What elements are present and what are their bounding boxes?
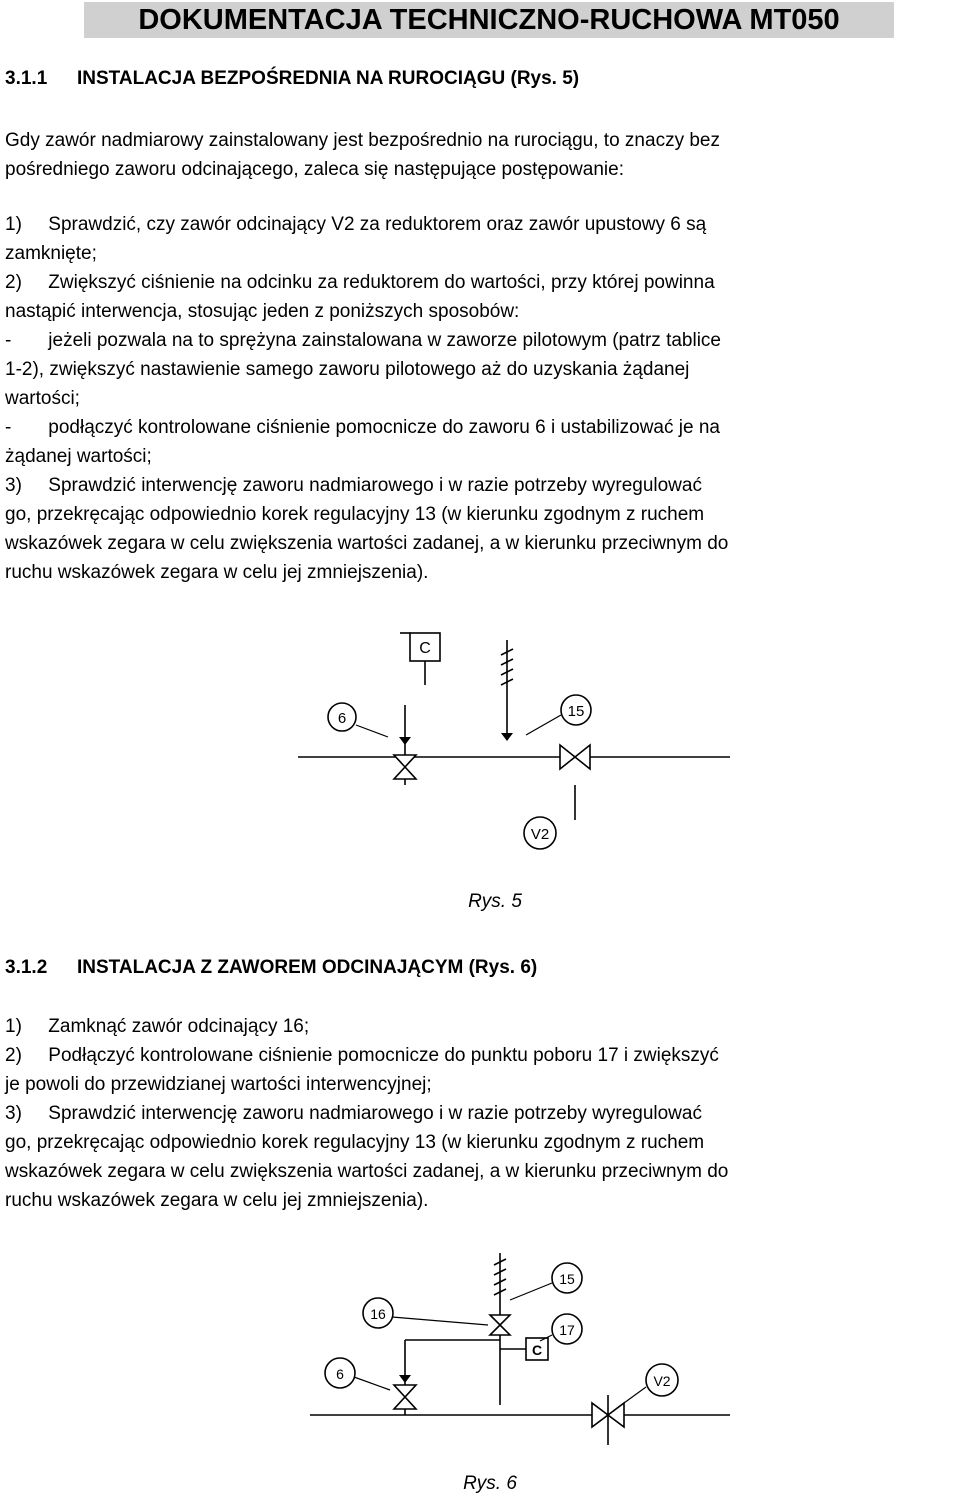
figure-rys-5 — [270, 615, 730, 920]
text-line: 1) Zamknąć zawór odcinający 16; — [5, 1016, 310, 1037]
figure-caption: Rys. 6 — [463, 1473, 517, 1494]
text-line: ruchu wskazówek zegara w celu jej zmniejszenia). — [5, 562, 429, 583]
text-line: 2) Podłączyć kontrolowane ciśnienie pomocnicze do punktu poboru 17 i zwiększyć — [5, 1045, 719, 1066]
text-line: wartości; — [5, 388, 80, 409]
text-line: pośredniego zaworu odcinającego, zaleca się następujące postępowanie: — [5, 159, 624, 180]
section-heading-3-1-2 — [5, 957, 537, 979]
schematic-rys-5 — [270, 615, 730, 920]
text-line: 3) Sprawdzić interwencję zaworu nadmiarowego i w razie potrzeby wyregulować — [5, 1103, 702, 1124]
label-v2: V2 — [530, 826, 550, 843]
label-c: C — [531, 1342, 543, 1358]
label-6: 6 — [337, 710, 347, 727]
section-number: 3.1.2 — [5, 957, 48, 978]
text-line: 1) Sprawdzić, czy zawór odcinający V2 za reduktorem oraz zawór upustowy 6 są — [5, 214, 707, 235]
text-line: 3) Sprawdzić interwencję zaworu nadmiarowego i w razie potrzeby wyregulować — [5, 475, 702, 496]
text-line: - jeżeli pozwala na to sprężyna zainstalowana w zaworze pilotowym (patrz tablice — [5, 330, 721, 351]
text-line: 2) Zwiększyć ciśnienie na odcinku za reduktorem do wartości, przy której powinna — [5, 272, 715, 293]
label-16: 16 — [370, 1306, 386, 1322]
text-line: 1-2), zwiększyć nastawienie samego zaworu pilotowego aż do uzyskania żądanej — [5, 359, 690, 380]
section-title: INSTALACJA BEZPOŚREDNIA NA RUROCIĄGU (Rys. 5) — [77, 68, 580, 89]
text-line: zamknięte; — [5, 243, 97, 264]
section-title: INSTALACJA Z ZAWOREM ODCINAJĄCYM (Rys. 6) — [77, 957, 538, 978]
intro-paragraph — [5, 126, 960, 184]
text-line: go, przekręcając odpowiednio korek regulacyjny 13 (w kierunku zgodnym z ruchem — [5, 1132, 705, 1153]
text-line: ruchu wskazówek zegara w celu jej zmniejszenia). — [5, 1190, 429, 1211]
section-number: 3.1.1 — [5, 68, 48, 89]
text-line: - podłączyć kontrolowane ciśnienie pomocnicze do zaworu 6 i ustabilizować je na — [5, 417, 720, 438]
label-17: 17 — [559, 1322, 575, 1338]
label-15: 15 — [559, 1271, 575, 1287]
schematic-rys-6 — [290, 1245, 730, 1501]
procedure-steps-2 — [5, 1012, 960, 1215]
figure-rys-6 — [290, 1245, 730, 1501]
text-line: żądanej wartości; — [5, 446, 152, 467]
text-line: wskazówek zegara w celu zwiększenia wartości zadanej, a w kierunku przeciwnym do — [5, 1161, 729, 1182]
text-line: Gdy zawór nadmiarowy zainstalowany jest bezpośrednio na rurociągu, to znaczy bez — [5, 130, 720, 151]
text-line: je powoli do przewidzianej wartości interwencyjnej; — [5, 1074, 432, 1095]
procedure-steps-1 — [5, 210, 960, 587]
text-line: go, przekręcając odpowiednio korek regulacyjny 13 (w kierunku zgodnym z ruchem — [5, 504, 705, 525]
text-line: nastąpić interwencja, stosując jeden z poniższych sposobów: — [5, 301, 520, 322]
figure-caption: Rys. 5 — [468, 891, 522, 912]
label-v2: V2 — [653, 1373, 671, 1389]
section-heading-3-1-1 — [5, 68, 579, 90]
label-c: C — [419, 640, 431, 657]
text-line: wskazówek zegara w celu zwiększenia wartości zadanej, a w kierunku przeciwnym do — [5, 533, 729, 554]
document-title: DOKUMENTACJA TECHNICZNO-RUCHOWA MT050 — [84, 2, 894, 38]
label-15: 15 — [567, 703, 585, 720]
label-6: 6 — [336, 1366, 344, 1382]
